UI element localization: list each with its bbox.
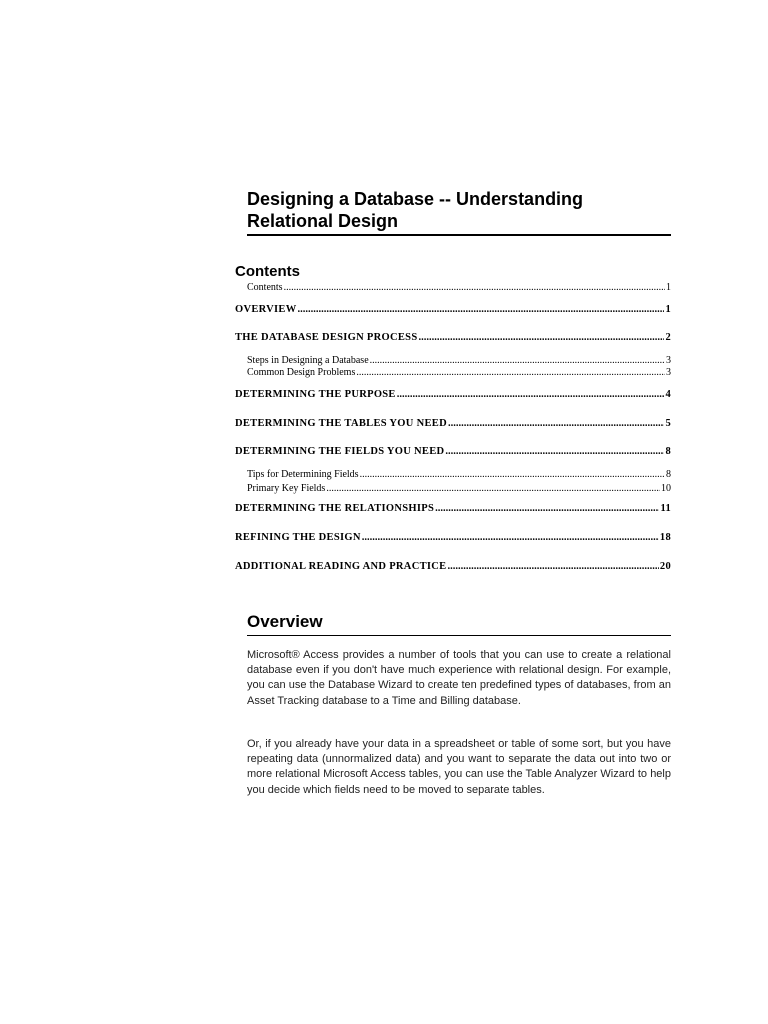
toc-leader-dots [435, 503, 659, 515]
toc-entry-label: DETERMINING THE TABLES YOU NEED [235, 418, 447, 429]
contents-heading: Contents [235, 263, 300, 280]
toc-entry-database-design-process[interactable] [235, 332, 671, 344]
document-title [247, 188, 671, 236]
toc-entry-label: Tips for Determining Fields [247, 469, 359, 480]
toc-entry-page: 2 [665, 332, 671, 343]
toc-leader-dots [360, 469, 665, 480]
toc-entry-determining-tables[interactable] [235, 418, 671, 430]
toc-entry-label: THE DATABASE DESIGN PROCESS [235, 332, 418, 343]
toc-leader-dots [284, 282, 665, 293]
toc-entry-contents[interactable] [247, 282, 671, 293]
toc-entry-page: 3 [666, 355, 671, 366]
toc-leader-dots [445, 446, 664, 458]
toc-leader-dots [448, 418, 664, 430]
toc-entry-tips-determining-fields[interactable] [247, 469, 671, 480]
toc-entry-label: REFINING THE DESIGN [235, 532, 361, 543]
toc-entry-label: Steps in Designing a Database [247, 355, 369, 366]
toc-entry-label: Common Design Problems [247, 367, 356, 378]
toc-entry-page: 8 [666, 469, 671, 480]
toc-entry-overview[interactable] [235, 304, 671, 316]
toc-entry-label: OVERVIEW [235, 304, 297, 315]
toc-entry-label: DETERMINING THE PURPOSE [235, 389, 396, 400]
toc-entry-steps-in-designing[interactable] [247, 355, 671, 366]
overview-heading: Overview [247, 612, 671, 636]
toc-entry-label: Primary Key Fields [247, 483, 326, 494]
toc-entry-page: 4 [665, 389, 671, 400]
toc-entry-page: 8 [665, 446, 671, 457]
toc-leader-dots [447, 561, 658, 573]
toc-entry-label: DETERMINING THE RELATIONSHIPS [235, 503, 435, 514]
toc-entry-refining-design[interactable] [235, 532, 671, 544]
toc-entry-determining-relationships[interactable] [235, 503, 671, 515]
document-title-line-1: Designing a Database -- Understanding [247, 189, 584, 209]
toc-leader-dots [370, 355, 665, 366]
toc-entry-determining-purpose[interactable] [235, 389, 671, 401]
toc-entry-page: 3 [666, 367, 671, 378]
toc-entry-label: ADDITIONAL READING AND PRACTICE [235, 561, 447, 572]
toc-entry-determining-fields[interactable] [235, 446, 671, 458]
toc-entry-page: 11 [660, 503, 671, 514]
overview-paragraph-2: Or, if you already have your data in a spreadsheet or table of some sort, but you have repeating data (unnormalized data) and you want to separate the data out into two or more relational Microsoft Access tables, you can use the Table Analyzer Wizard to help you decide which fields need to be moved to separate tables. [247, 738, 671, 796]
toc-entry-label: Contents [247, 282, 283, 293]
toc-entry-page: 20 [659, 561, 671, 572]
toc-leader-dots [418, 332, 664, 344]
toc-leader-dots [362, 532, 659, 544]
toc-entry-label: DETERMINING THE FIELDS YOU NEED [235, 446, 445, 457]
toc-entry-page: 1 [666, 282, 671, 293]
overview-paragraph-1: Microsoft® Access provides a number of tools that you can use to create a relational database even if you don't have much experience with relational design. For example, you can use the Database Wizard to create ten predefined types of databases, from an Asset Tracking database to a Time and Billing database. [247, 649, 671, 707]
toc-leader-dots [397, 389, 665, 401]
toc-entry-primary-key-fields[interactable] [247, 483, 671, 494]
toc-entry-additional-reading[interactable] [235, 561, 671, 573]
document-title-line-2: Relational Design [247, 211, 399, 231]
toc-entry-page: 5 [665, 418, 671, 429]
toc-entry-page: 1 [665, 304, 671, 315]
toc-entry-page: 18 [659, 532, 671, 543]
toc-leader-dots [356, 367, 665, 378]
toc-entry-common-design-problems[interactable] [247, 367, 671, 378]
toc-entry-page: 10 [661, 483, 671, 494]
toc-leader-dots [298, 304, 665, 316]
toc-leader-dots [326, 483, 660, 494]
